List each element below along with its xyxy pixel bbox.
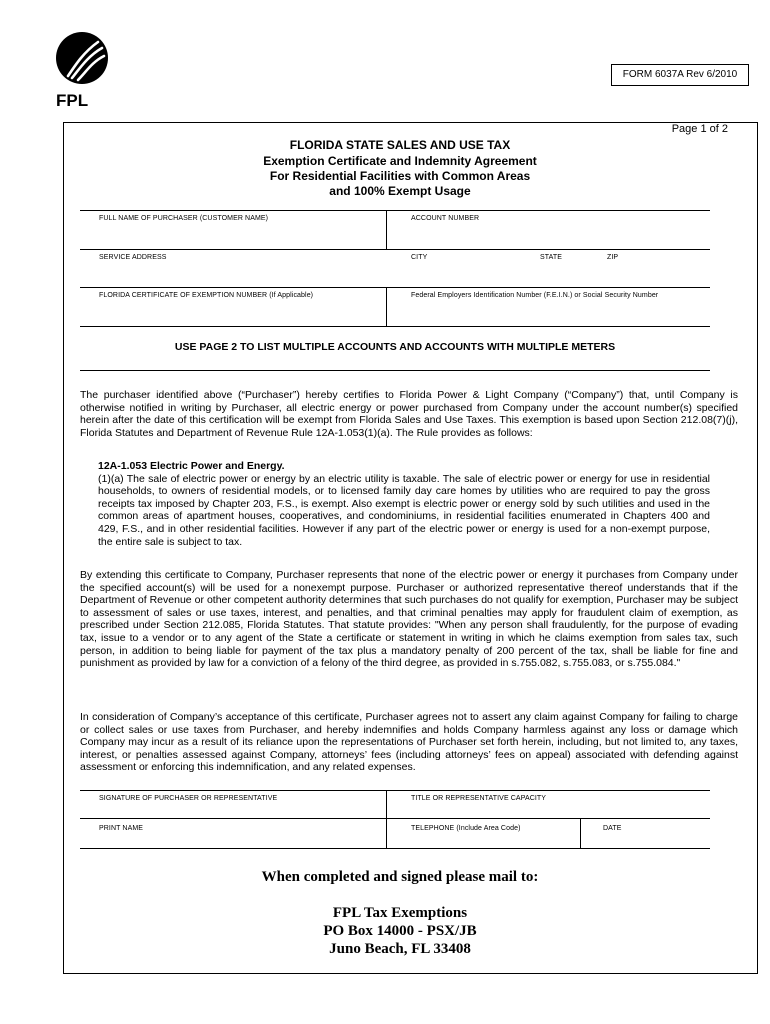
fein-field[interactable]: Federal Employers Identification Number (F.E.I.N.) or Social Security Number [411,292,659,299]
title-capacity-field[interactable]: TITLE OR REPRESENTATIVE CAPACITY [411,795,547,802]
exemption-number-field[interactable]: FLORIDA CERTIFICATE OF EXEMPTION NUMBER (If Applicable) [99,292,314,299]
certification-paragraph: The purchaser identified above (“Purchaser”) hereby certifies to Florida Power & Light Company (“Company”) that, until Company is otherwise notified in writing by Purchaser, all electric energy or power purchased from Company under the account number(s) specified herein after the date of this certification will be exempt from Florida Sales and Use Taxes. This exemption is based upon Section 212.08(7)(j), Florida Statutes and Department of Revenue Rule 12A-1.053(1)(a). The Rule provides as follows: [80,389,738,439]
multiple-accounts-notice: USE PAGE 2 TO LIST MULTIPLE ACCOUNTS AND ACCOUNTS WITH MULTIPLE METERS [174,341,616,353]
grid-line [80,370,710,371]
mailing-box: PO Box 14000 - PSX/JB [323,923,477,939]
account-number-field[interactable]: ACCOUNT NUMBER [411,215,480,222]
representation-paragraph: By extending this certificate to Company, Purchaser represents that none of the electric power or energy it purchases from Company under the specified account(s) will be used for a nonexempt purpose. Purchaser or authorized representative thereof understands that if the Department of Revenue or other competent authority determines that such purchases do not qualify for exemption, Purchaser may be subject to assessment of sales or use taxes, interest, and penalties, and that criminal penalties may apply for fraudulent claim of exemption, as prescribed under Section 212.085, Florida Statutes. That statute provides: "When any person shall fraudulently, for the purpose of evading tax, issue to a vendor or to any agent of the State a certificate or statement in writing in which he claims exemption from sales tax, such person, in addition to being liable for payment of the tax plus a mandatory penalty of 200 percent of the tax, shall be liable for fine and punishment as provided by law for a conviction of a felony of the third degree, as provided in s.755.082, s.755.083, or s.755.084." [80,569,738,670]
grid-divider [386,287,387,326]
rule-text: (1)(a) The sale of electric power or energy by an electric utility is taxable. The sale of electric power or energy for use in residential households, to owners of residential models, or to licensed family day care homes by utilities who are required to pay the gross receipts tax imposed by Chapter 203, F.S., is exempt. Also exempt is electric power or energy sold by such utilities and used in the common areas of apartment houses, cooperatives, and condominiums, in residential facilities enumerated in Chapters 400 and 429, F.S., and in other residential facilities. However if any part of the electric power or energy is used for a non-exempt purpose, the entire sale is subject to tax. [98,472,710,548]
logo-brand-text: FPL [56,91,89,108]
telephone-field[interactable]: TELEPHONE (Include Area Code) [411,825,521,832]
service-address-field[interactable]: SERVICE ADDRESS [99,254,167,261]
grid-line [80,848,710,849]
grid-divider [580,818,581,848]
print-name-field[interactable]: PRINT NAME [99,825,144,832]
grid-line [80,326,710,327]
form-title: FLORIDA STATE SALES AND USE TAX [289,138,511,152]
form-subtitle-2: For Residential Facilities with Common Areas [269,169,531,183]
date-field[interactable]: DATE [603,825,622,832]
state-field[interactable]: STATE [540,254,563,261]
fpl-logo [52,28,140,108]
form-subtitle-1: Exemption Certificate and Indemnity Agreement [263,154,537,168]
indemnity-paragraph: In consideration of Company’s acceptance of this certificate, Purchaser agrees not to assert any claim against Company for failing to charge or collect sales or use taxes from Purchaser, and hereby indemnifies and holds Company harmless against any loss or damage which Company may incur as a result of its reliance upon the representations of Purchaser set forth herein, including, but not limited to, any taxes, interest, or penalties assessed against Company, attorneys’ fees (including attorneys’ fees on appeal) associated with defending against assessment or enforcing this indemnification, and any related expenses. [80,711,738,774]
rule-title: 12A-1.053 Electric Power and Energy. [98,460,285,472]
purchaser-name-field[interactable]: FULL NAME OF PURCHASER (CUSTOMER NAME) [99,215,269,222]
rule-block [98,460,710,548]
page-number: Page 1 of 2 [671,123,728,135]
grid-line [80,287,710,288]
grid-divider [386,210,387,249]
grid-line [80,210,710,211]
form-id: FORM 6037A Rev 6/2010 [611,64,749,86]
form-subtitle-3: and 100% Exempt Usage [329,184,471,198]
mailing-city: Juno Beach, FL 33408 [329,941,471,957]
grid-line [80,790,710,791]
grid-line [80,249,710,250]
signature-field[interactable]: SIGNATURE OF PURCHASER OR REPRESENTATIVE [99,795,278,802]
zip-field[interactable]: ZIP [607,254,619,261]
mailing-heading: When completed and signed please mail to: [261,869,539,885]
grid-line [80,818,710,819]
city-field[interactable]: CITY [411,254,428,261]
mailing-name: FPL Tax Exemptions [332,905,468,921]
grid-divider [386,790,387,848]
